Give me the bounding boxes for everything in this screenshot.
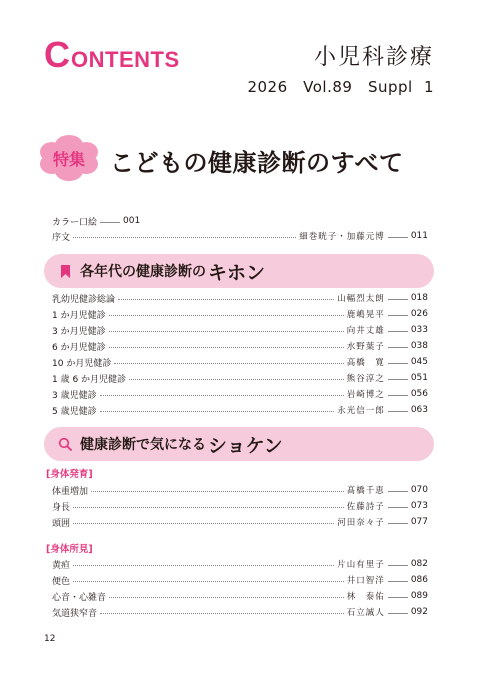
- entry-author: 永光信一郎: [337, 406, 385, 416]
- entry-leader: [114, 363, 343, 364]
- entry-title: 乳幼児健診総論: [52, 294, 116, 305]
- entry-page: 073: [410, 501, 428, 511]
- entry-leader: [388, 363, 408, 364]
- section-label: 健康診断で気になる: [80, 437, 206, 453]
- entry-leader: [109, 331, 344, 332]
- entry-author: 林 泰佑: [346, 592, 385, 602]
- entry-author: 髙橋千恵: [346, 486, 385, 496]
- entry-leader: [73, 523, 334, 524]
- feature-title: こどもの健康診断のすべて: [110, 149, 404, 177]
- entry-page: 089: [410, 591, 428, 601]
- entry-leader: [73, 507, 344, 508]
- entry-leader: [388, 237, 408, 238]
- section-emphasis: ショケン: [208, 434, 283, 457]
- toc-entry[interactable]: [52, 229, 428, 243]
- entry-author: 細巻晄子・加藤元博: [299, 232, 385, 242]
- toc-entry[interactable]: [52, 403, 428, 417]
- entry-page: 056: [410, 389, 428, 399]
- entry-title: 1 か月児健診: [52, 310, 106, 321]
- entry-title: 6 か月児健診: [52, 342, 106, 353]
- entry-author: 水野葉子: [346, 342, 385, 352]
- entry-title: 心音・心雑音: [52, 592, 107, 603]
- toc-entry[interactable]: [52, 323, 428, 337]
- entry-author: 熊谷淳之: [346, 374, 385, 384]
- entry-title: 気道狭窄音: [52, 608, 98, 619]
- entry-leader: [388, 613, 408, 614]
- contents-initial: C: [44, 34, 70, 75]
- entry-page: 086: [410, 575, 428, 585]
- entry-leader: [109, 315, 344, 316]
- entry-title: 体重増加: [52, 486, 89, 497]
- search-icon: [58, 437, 72, 451]
- entry-page: 045: [410, 357, 428, 367]
- section-band-shoken: [44, 427, 434, 461]
- entry-leader: [100, 411, 335, 412]
- toc-entry[interactable]: [52, 355, 428, 369]
- entry-leader: [388, 315, 408, 316]
- entry-leader: [388, 597, 408, 598]
- toc-entry[interactable]: [52, 339, 428, 353]
- entry-page: 070: [410, 485, 428, 495]
- toc-entry[interactable]: [52, 387, 428, 401]
- entry-page: 082: [410, 559, 428, 569]
- entry-author: 山輻烈太朗: [337, 294, 385, 304]
- section-label: 各年代の健康診断の: [80, 264, 206, 280]
- entry-author: 向井丈雄: [346, 326, 385, 336]
- entry-page: 077: [410, 517, 428, 527]
- entry-author: 鹿嶋晃平: [346, 310, 385, 320]
- entry-title: カラー口絵: [52, 217, 98, 228]
- entry-leader: [100, 395, 344, 396]
- entry-leader: [388, 565, 408, 566]
- entry-author: 石立誠人: [346, 608, 385, 618]
- issue-info: 2026 Vol.89 Suppl 1: [247, 78, 434, 96]
- toc-entry[interactable]: [52, 589, 428, 603]
- toc-entry[interactable]: [52, 499, 428, 513]
- entry-title: 5 歳児健診: [52, 406, 97, 417]
- entry-leader: [118, 299, 334, 300]
- entry-leader: [388, 507, 408, 508]
- entry-leader: [388, 299, 408, 300]
- toc-entry[interactable]: [52, 557, 428, 571]
- entry-author: 河田奈々子: [337, 518, 385, 528]
- entry-page: 051: [410, 373, 428, 383]
- entry-leader: [129, 379, 344, 380]
- entry-title: 1 歳 6 か月児健診: [52, 374, 127, 385]
- entry-leader: [388, 523, 408, 524]
- toc-entry[interactable]: [52, 483, 428, 497]
- toc-entry[interactable]: [52, 307, 428, 321]
- toc-entry[interactable]: [52, 605, 428, 619]
- entry-leader: [73, 565, 334, 566]
- entry-title: 身長: [52, 502, 71, 513]
- entry-author: 井口智洋: [346, 576, 385, 586]
- entry-leader: [388, 331, 408, 332]
- entry-title: 3 か月児健診: [52, 326, 106, 337]
- entry-author: 佐藤詩子: [346, 502, 385, 512]
- entry-page: 092: [410, 607, 428, 617]
- entry-leader: [109, 347, 344, 348]
- entry-leader: [388, 395, 408, 396]
- entry-title: 便色: [52, 576, 71, 587]
- page-number: 12: [44, 634, 56, 644]
- entry-leader: [388, 491, 408, 492]
- feature-badge-label: 特集: [52, 150, 85, 169]
- toc-entry[interactable]: [52, 214, 172, 228]
- journal-title: 小児科診療: [313, 45, 434, 70]
- entry-page: 011: [410, 231, 428, 241]
- toc-entry[interactable]: [52, 291, 428, 305]
- entry-page: 001: [123, 216, 141, 226]
- entry-page: 063: [410, 405, 428, 415]
- entry-leader: [100, 613, 344, 614]
- entry-page: 018: [410, 293, 428, 303]
- section-emphasis: キホン: [208, 261, 266, 284]
- group-heading: [身体発育]: [46, 469, 93, 480]
- section-band-kihon: [44, 254, 434, 288]
- entry-page: 038: [410, 341, 428, 351]
- toc-entry[interactable]: [52, 573, 428, 587]
- toc-entry[interactable]: [52, 515, 428, 529]
- entry-page: 026: [410, 309, 428, 319]
- entry-title: 序文: [52, 232, 71, 243]
- entry-author: 岩崎博之: [346, 390, 385, 400]
- entry-title: 3 歳児健診: [52, 390, 97, 401]
- entry-page: 033: [410, 325, 428, 335]
- entry-leader: [73, 237, 296, 238]
- entry-leader: [388, 347, 408, 348]
- entry-leader: [109, 597, 344, 598]
- entry-title: 頭囲: [52, 518, 71, 529]
- group-heading: [身体所見]: [46, 544, 93, 555]
- contents-logo: [44, 34, 180, 75]
- entry-author: 高橋 寛: [346, 358, 385, 368]
- entry-author: 片山有里子: [337, 560, 385, 570]
- bookmark-icon: [58, 264, 72, 278]
- entry-leader: [91, 491, 344, 492]
- entry-leader: [388, 379, 408, 380]
- entry-leader: [388, 411, 408, 412]
- entry-leader: [388, 581, 408, 582]
- toc-entry[interactable]: [52, 371, 428, 385]
- feature-badge: [38, 135, 100, 181]
- contents-rest: ONTENTS: [71, 47, 180, 72]
- entry-title: 黄疸: [52, 560, 71, 571]
- entry-leader: [100, 222, 120, 223]
- entry-leader: [73, 581, 344, 582]
- entry-title: 10 か月児健診: [52, 358, 112, 369]
